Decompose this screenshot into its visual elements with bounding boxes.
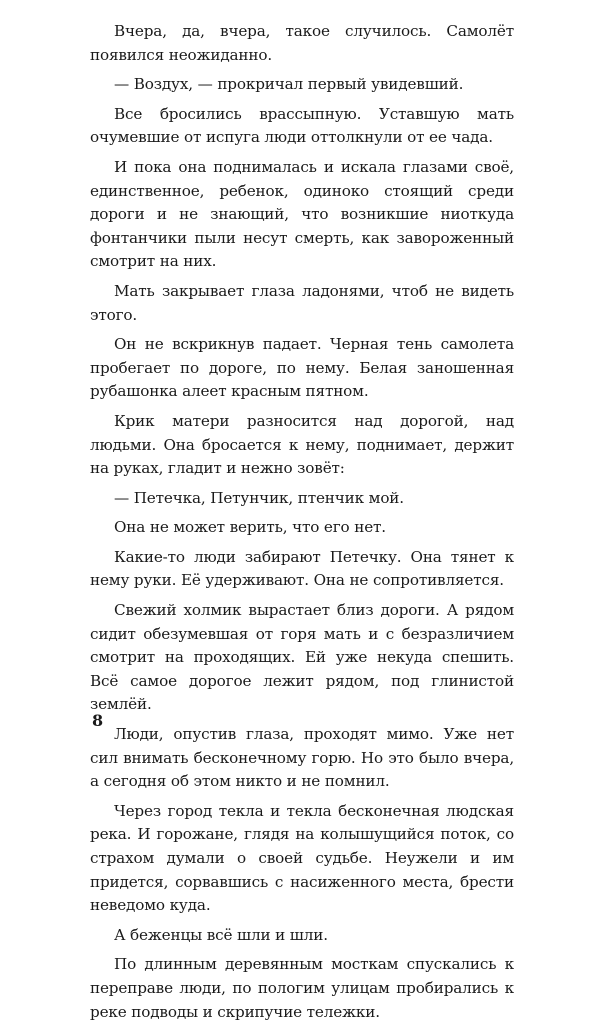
- paragraph: Она не может верить, что его нет.: [114, 518, 386, 537]
- paragraph: Все бросились врассыпную. Уставшую мать очумевшие от испуга люди оттолкнули от ее чада.: [90, 104, 514, 147]
- paragraph: По длинным деревянным мосткам спускались к переправе люди, по пологим улицам пробирались к реке подводы и скрипучие тележки.: [90, 955, 514, 1021]
- paragraph: Крик матери разносится над дорогой, над людьми. Она бросается к нему, поднимает, держит на руках, гладит и нежно зовёт:: [90, 411, 514, 478]
- paragraph: — Воздух, — прокричал первый увидевший.: [114, 75, 464, 94]
- paragraph: Мать закрывает глаза ладонями, чтоб не видеть этого.: [90, 281, 514, 324]
- paragraph: — Петечка, Петунчик, птенчик мой.: [114, 488, 404, 507]
- paragraph: А беженцы всё шли и шли.: [114, 925, 328, 944]
- paragraph: Какие-то люди забирают Петечку. Она тянет к нему руки. Её удерживают. Она не сопротивляется.: [90, 547, 514, 590]
- paragraph: Свежий холмик вырастает близ дороги. А рядом сидит обезумевшая от горя мать и с безразличием смотрит на проходящих. Ей уже некуда спешить. Всё самое дорогое лежит рядом, под глинистой землёй.: [90, 601, 514, 714]
- paragraph: Через город текла и текла бесконечная людская река. И горожане, глядя на колышущийся поток, со страхом думали о своей судьбе. Неужели и им придется, сорвавшись с насиженного места, брести неведомо куда.: [90, 801, 514, 915]
- page-text: [90, 20, 514, 1030]
- paragraph: Вчера, да, вчера, такое случилось. Самолёт появился неожиданно.: [90, 22, 514, 64]
- paragraph: И пока она поднималась и искала глазами своё, единственное, ребенок, одиноко стоящий среди дороги и не знающий, что возникшие ниоткуда фонтанчики пыли несут смерть, как завороженный смотрит на них.: [90, 157, 514, 271]
- paragraph: Он не вскрикнув падает. Черная тень самолета пробегает по дороге, по нему. Белая заношенная рубашонка алеет красным пятном.: [90, 335, 514, 401]
- page-number: 8: [92, 711, 104, 730]
- paragraph: Люди, опустив глаза, проходят мимо. Уже нет сил внимать бесконечному горю. Но это было вчера, а сегодня об этом никто и не помнил.: [90, 725, 514, 791]
